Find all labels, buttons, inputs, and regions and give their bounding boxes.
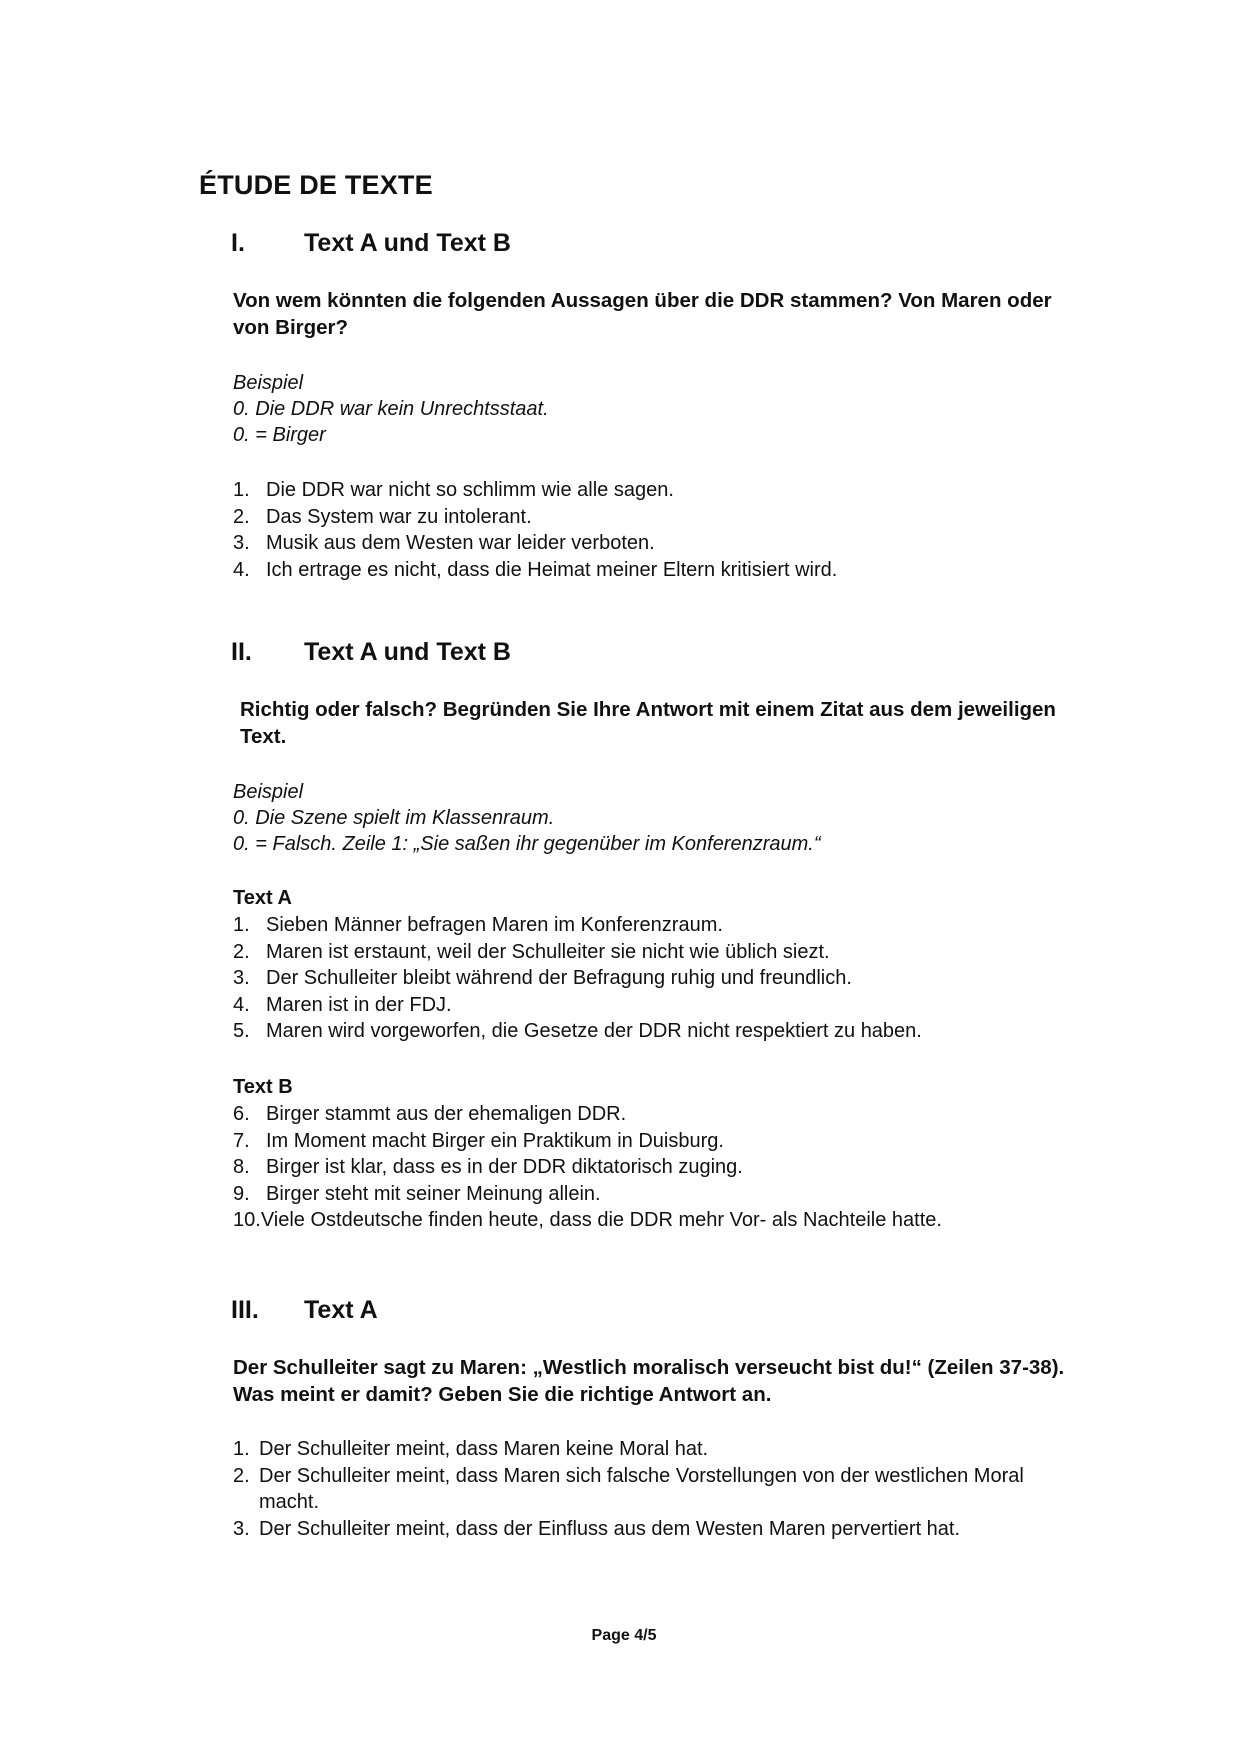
example-answer: 0. = Birger xyxy=(233,424,326,446)
page-title: ÉTUDE DE TEXTE xyxy=(199,170,433,200)
list-item: 3. Musik aus dem Westen war leider verboten. xyxy=(233,532,655,554)
section-2-numeral: II. xyxy=(231,638,252,666)
list-item: 2. Maren ist erstaunt, weil der Schulleiter sie nicht wie üblich siezt. xyxy=(233,940,830,963)
section-1-heading xyxy=(231,229,511,258)
section-1-example xyxy=(233,370,549,448)
list-item: 3. Der Schulleiter meint, dass der Einfluss aus dem Westen Maren pervertiert hat. xyxy=(233,1517,961,1540)
list-item: 6. Birger stammt aus der ehemaligen DDR. xyxy=(233,1103,627,1125)
section-2-example xyxy=(233,779,821,857)
example-label: Beispiel xyxy=(233,372,304,394)
section-2-instruction: Richtig oder falsch? Begründen Sie Ihre Antwort mit einem Zitat aus dem jeweiligen Text. xyxy=(240,698,1056,748)
list-item: 3. Der Schulleiter bleibt während der Befragung ruhig und freundlich. xyxy=(233,967,852,989)
example-label: Beispiel xyxy=(233,781,304,803)
section-1-title: Text A und Text B xyxy=(304,229,511,257)
text-b-list xyxy=(233,1101,942,1234)
text-b-label: Text B xyxy=(233,1076,293,1098)
section-2-title: Text A und Text B xyxy=(304,638,511,666)
page-number: Page 4/5 xyxy=(591,1627,657,1644)
section-3-numeral: III. xyxy=(231,1296,259,1324)
text-a-label: Text A xyxy=(233,887,292,909)
list-item: 1. Die DDR war nicht so schlimm wie alle sagen. xyxy=(233,479,674,501)
example-statement: 0. Die DDR war kein Unrechtsstaat. xyxy=(233,398,549,420)
section-1-list xyxy=(233,477,837,583)
list-item: 8. Birger ist klar, dass es in der DDR diktatorisch zuging. xyxy=(233,1156,743,1178)
section-1-numeral: I. xyxy=(231,229,245,257)
section-3-title: Text A xyxy=(304,1296,378,1324)
list-item: 9. Birger steht mit seiner Meinung allein. xyxy=(233,1182,601,1205)
list-item: 1. Sieben Männer befragen Maren im Konferenzraum. xyxy=(233,914,723,936)
list-item: 1. Der Schulleiter meint, dass Maren keine Moral hat. xyxy=(233,1438,709,1460)
section-3-heading xyxy=(231,1296,378,1325)
example-answer: 0. = Falsch. Zeile 1: „Sie saßen ihr gegenüber im Konferenzraum.“ xyxy=(233,833,821,855)
section-3-list xyxy=(233,1436,1073,1542)
text-a-list xyxy=(233,912,922,1045)
list-item: 4. Maren ist in der FDJ. xyxy=(233,993,452,1016)
list-item: 2. Das System war zu intolerant. xyxy=(233,505,532,528)
list-item: 7. Im Moment macht Birger ein Praktikum in Duisburg. xyxy=(233,1129,724,1152)
section-3-instruction: Der Schulleiter sagt zu Maren: „Westlich moralisch verseucht bist du!“ (Zeilen 37-38). Was meint er damit? Geben Sie die richtige Antwort an. xyxy=(233,1356,1065,1406)
list-item: 5. Maren wird vorgeworfen, die Gesetze der DDR nicht respektiert zu haben. xyxy=(233,1020,922,1042)
list-item: 10.Viele Ostdeutsche finden heute, dass die DDR mehr Vor- als Nachteile hatte. xyxy=(233,1209,942,1231)
list-item: 4. Ich ertrage es nicht, dass die Heimat meiner Eltern kritisiert wird. xyxy=(233,558,838,581)
section-2-heading xyxy=(231,638,511,667)
example-statement: 0. Die Szene spielt im Klassenraum. xyxy=(233,807,555,829)
list-item: 2. Der Schulleiter meint, dass Maren sich falsche Vorstellungen von der westlichen Moral macht. xyxy=(233,1464,1024,1513)
section-1-instruction: Von wem könnten die folgenden Aussagen über die DDR stammen? Von Maren oder von Birger? xyxy=(233,289,1052,339)
